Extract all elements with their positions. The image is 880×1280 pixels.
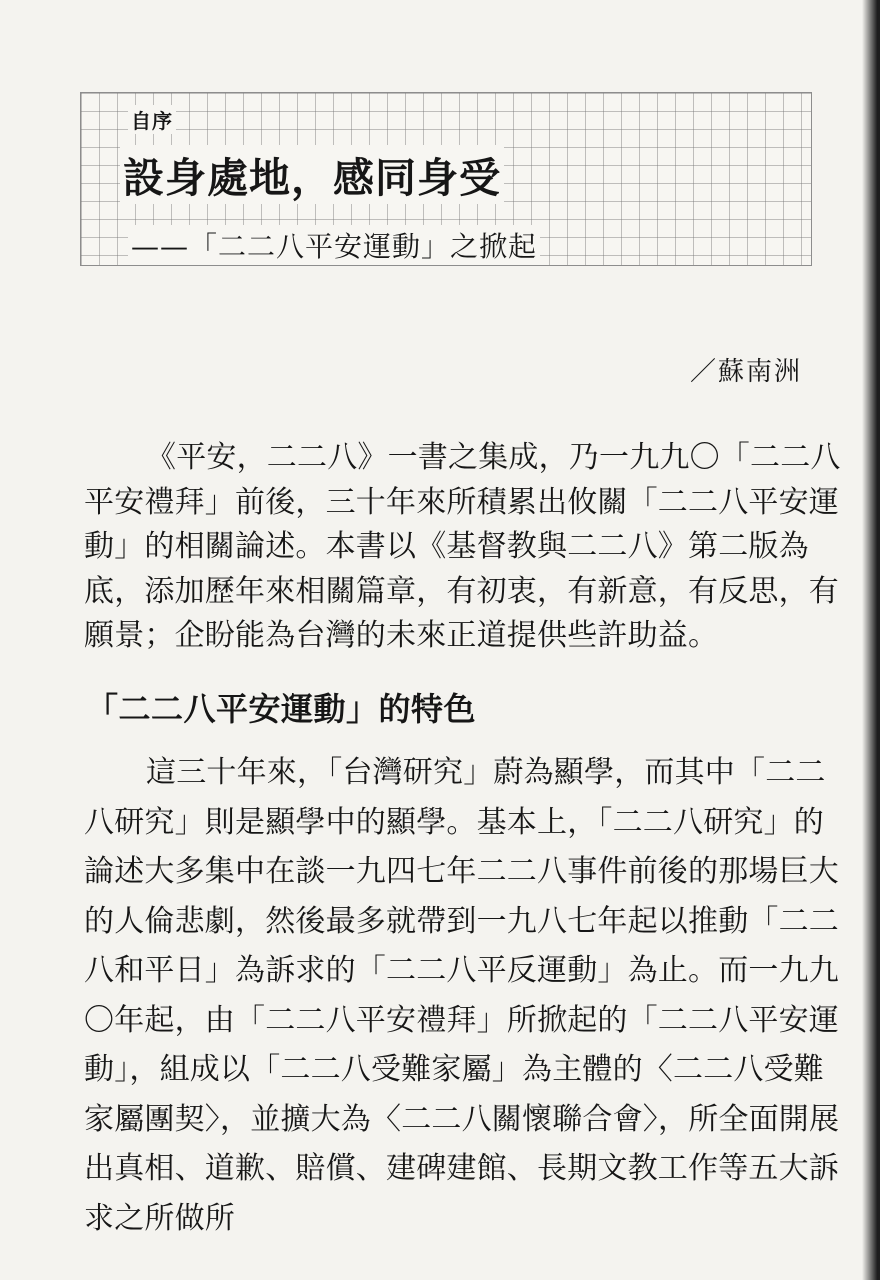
section-paragraph: 這三十年來，「台灣研究」蔚為顯學，而其中「二二八研究」則是顯學中的顯學。基本上，「二二八研究」的論述大多集中在談一九四七年二二八事件前後的那場巨大的人倫悲劇，然後最多就帶到一九八七年起以推動「二二八和平日」為訴求的「二二八平反運動」為止。而一九九〇年起，由「二二八平安禮拜」所掀起的「二二八平安運動」，組成以「二二八受難家屬」為主體的〈二二八受難家屬團契〉，並擴大為〈二二八關懷聯合會〉，所全面開展出真相、道歉、賠償、建碑建館、長期文教工作等五大訴求之所做所 — [84, 755, 840, 1236]
page-title: 設身處地，感同身受 — [120, 145, 504, 204]
intro-paragraph: 《平安，二二八》一書之集成，乃一九九〇「二二八平安禮拜」前後，三十年來所積累出攸關「二二八平安運動」的相關論述。本書以《基督教與二二八》第二版為底，添加歷年來相關篇章，有初衷，有新意，有反思，有願景；企盼能為台灣的未來正道提供些許助益。 — [84, 440, 841, 653]
section-heading: 「二二八平安運動」的特色 — [86, 690, 477, 728]
series-label: 自序 — [128, 105, 176, 134]
page-subtitle: ——「二二八平安運動」之掀起 — [128, 225, 540, 265]
author-byline: ／蘇南洲 — [690, 357, 803, 387]
page-edge-shadow — [862, 0, 880, 1280]
